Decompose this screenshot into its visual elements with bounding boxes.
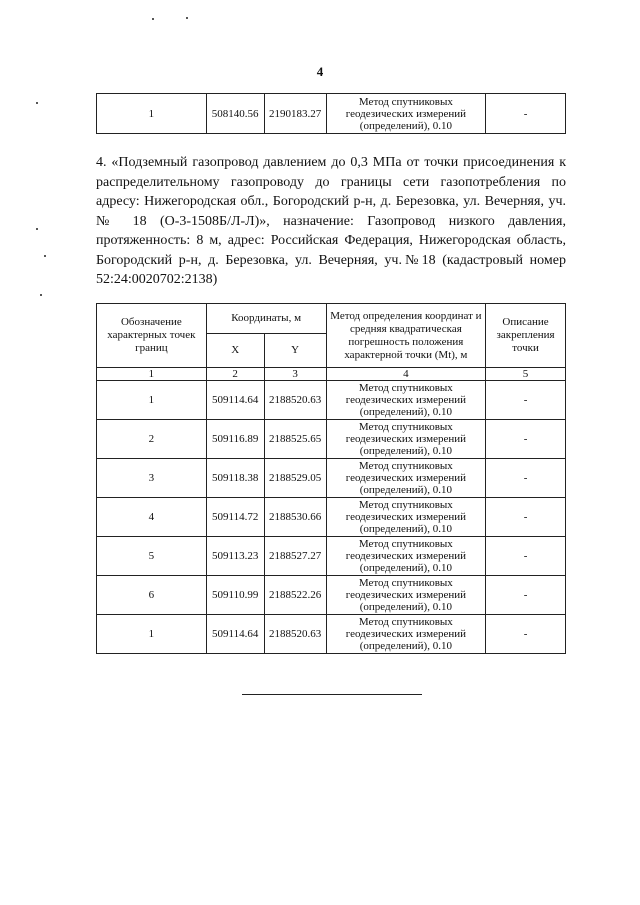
y-cell: 2188529.05 (264, 459, 326, 498)
scan-speck (40, 294, 42, 296)
x-cell: 508140.56 (206, 94, 264, 134)
point-cell: 1 (97, 615, 207, 654)
header-row (97, 304, 566, 334)
y-cell: 2188530.66 (264, 498, 326, 537)
method-cell: Метод спутниковых геодезических измерений (определений), 0.10 (326, 459, 485, 498)
y-cell: 2190183.27 (264, 94, 326, 134)
page-number: 4 (316, 64, 324, 79)
method-cell: Метод спутниковых геодезических измерений (определений), 0.10 (326, 94, 486, 134)
description-cell: - (486, 615, 566, 654)
table-row (97, 498, 566, 537)
y-cell: 2188520.63 (264, 381, 326, 420)
x-cell: 509116.89 (206, 420, 264, 459)
x-cell: 509114.72 (206, 498, 264, 537)
y-cell: 2188522.26 (264, 576, 326, 615)
table-row (97, 537, 566, 576)
scan-speck (186, 17, 188, 19)
point-cell: 5 (97, 537, 207, 576)
point-cell: 1 (97, 94, 207, 134)
table-row (97, 576, 566, 615)
table-row (97, 459, 566, 498)
description-cell: - (486, 498, 566, 537)
column-number: 5 (486, 368, 566, 381)
header-y: Y (264, 334, 326, 368)
scan-speck (152, 18, 154, 20)
description-cell: - (486, 94, 566, 134)
point-cell: 3 (97, 459, 207, 498)
method-cell: Метод спутниковых геодезических измерений (определений), 0.10 (326, 420, 485, 459)
column-number-row (97, 368, 566, 381)
method-cell: Метод спутниковых геодезических измерений (определений), 0.10 (326, 537, 485, 576)
coordinates-table (96, 303, 566, 654)
method-cell: Метод спутниковых геодезических измерений (определений), 0.10 (326, 498, 485, 537)
description-cell: - (486, 537, 566, 576)
method-cell: Метод спутниковых геодезических измерений (определений), 0.10 (326, 615, 485, 654)
description-cell: - (486, 459, 566, 498)
point-cell: 1 (97, 381, 207, 420)
y-cell: 2188520.63 (264, 615, 326, 654)
method-cell: Метод спутниковых геодезических измерений (определений), 0.10 (326, 576, 485, 615)
x-cell: 509118.38 (206, 459, 264, 498)
scan-speck (36, 228, 38, 230)
scan-speck (36, 102, 38, 104)
column-number: 2 (206, 368, 264, 381)
column-number: 1 (97, 368, 207, 381)
description-cell: - (486, 381, 566, 420)
column-number: 4 (326, 368, 485, 381)
description-cell: - (486, 420, 566, 459)
top-table (96, 93, 566, 134)
header-x: X (206, 334, 264, 368)
point-cell: 4 (97, 498, 207, 537)
table-row (97, 94, 566, 134)
x-cell: 509113.23 (206, 537, 264, 576)
x-cell: 509114.64 (206, 381, 264, 420)
table-row (97, 420, 566, 459)
method-cell: Метод спутниковых геодезических измерений (определений), 0.10 (326, 381, 485, 420)
item-paragraph (96, 153, 566, 290)
header-point: Обозначение характерных точек границ (97, 304, 207, 368)
x-cell: 509114.64 (206, 615, 264, 654)
header-method: Метод определения координат и средняя квадратическая погрешность положения характерной точки (Mt), м (326, 304, 485, 368)
item-text: «Подземный газопровод давлением до 0,3 МПа от точки присоединения к распределительному газопроводу до границы сети газопотребления по адресу: Нижегородская обл., Богородский р-н, д. Березовка, ул. Вечерняя, уч. № 18 (О-3-1508Б/Л-Л)», назначение: Газопровод низкого давления, протяженность: 8 м, адрес: Российская Федерация, Нижегородская область, Богородский р-н, д. Березовка, ул. Вечерняя, уч.№18 (кадастровый номер 52:24:0020702:2138) (96, 155, 567, 287)
x-cell: 509110.99 (206, 576, 264, 615)
point-cell: 6 (97, 576, 207, 615)
header-description: Описание закрепления точки (486, 304, 566, 368)
scan-speck (44, 255, 46, 257)
y-cell: 2188525.65 (264, 420, 326, 459)
table-row (97, 615, 566, 654)
item-number: 4. (96, 155, 107, 170)
table-row (97, 381, 566, 420)
description-cell: - (486, 576, 566, 615)
header-coords: Координаты, м (206, 304, 326, 334)
column-number: 3 (264, 368, 326, 381)
signature-line (242, 694, 422, 695)
point-cell: 2 (97, 420, 207, 459)
y-cell: 2188527.27 (264, 537, 326, 576)
